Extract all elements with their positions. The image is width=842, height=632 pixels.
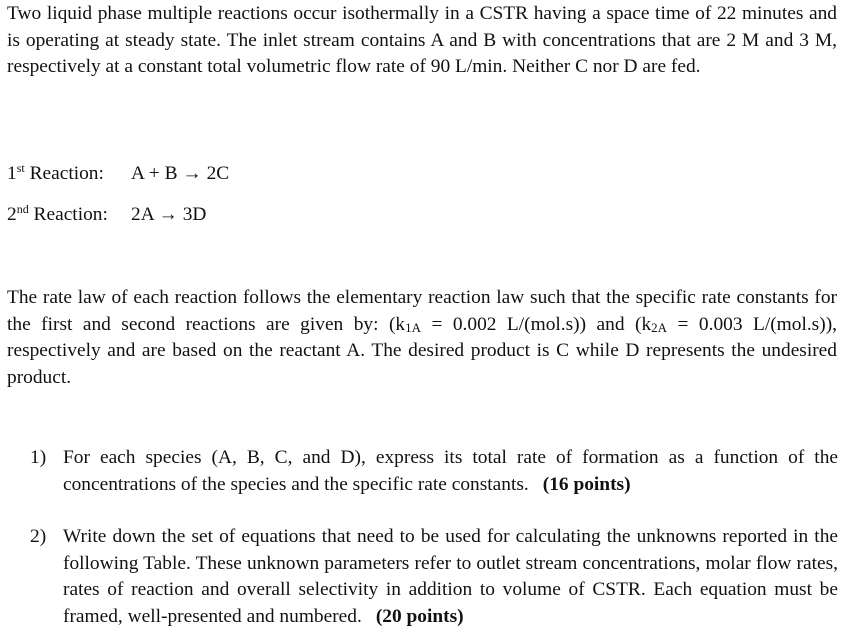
ordinal-suffix: st: [16, 161, 25, 175]
reaction-label: [7, 161, 131, 188]
problem-intro-paragraph: Two liquid phase multiple reactions occur isothermally in a CSTR having a space time of 22 minutes and is operating at steady state. The inlet stream contains A and B with concentrations that are 2 M and 3 M, respectively at a constant total volumetric flow rate of 90 L/min. Neither C nor D are fed.: [7, 3, 837, 78]
question-1: [30, 445, 838, 498]
reaction-label: [7, 202, 131, 229]
question-2: [30, 524, 838, 630]
question-number: 1): [30, 447, 47, 468]
reaction-equation: 2A → 3D: [131, 204, 207, 225]
question-points: (20 points): [375, 605, 464, 627]
rate-law-text: = 0.002 L/(mol.s)) and (k: [420, 313, 652, 335]
question-body: [63, 524, 838, 630]
question-text: For each species (A, B, C, and D), express its total rate of formation as a function of the concentrations of the species and the specific rate constants.: [63, 447, 838, 495]
rate-law-text: The rate law of each reaction follows the elementary reaction law such that the specific rate constants for the first and second reactions are given by: (k: [7, 287, 837, 335]
question-points: (16 points): [542, 473, 631, 495]
ordinal-number: 1: [7, 163, 17, 184]
k1-subscript: 1A: [405, 319, 421, 335]
reaction-label-text: Reaction:: [28, 204, 108, 225]
question-number: 2): [30, 526, 47, 547]
question-body: [63, 445, 838, 498]
question-text: Write down the set of equations that need to be used for calculating the unknowns reported in the following Table. These unknown parameters refer to outlet stream concentrations, molar flow rates, rates of reaction and overall selectivity in addition to volume of CSTR. Each equation must be framed, well-presented and numbered.: [63, 526, 838, 627]
rate-law-paragraph: [7, 285, 837, 391]
reaction-2: [7, 202, 206, 229]
reaction-equation: A + B → 2C: [131, 163, 230, 184]
reaction-1: [7, 161, 229, 188]
rate-law-text: = 0.003 L/(mol.s)), respectively and are based on the reactant A. The desired product is C while D represents the undesired product.: [7, 313, 837, 388]
ordinal-suffix: nd: [16, 202, 29, 216]
k2-subscript: 2A: [651, 319, 668, 335]
reaction-label-text: Reaction:: [24, 163, 104, 184]
ordinal-number: 2: [7, 204, 17, 225]
